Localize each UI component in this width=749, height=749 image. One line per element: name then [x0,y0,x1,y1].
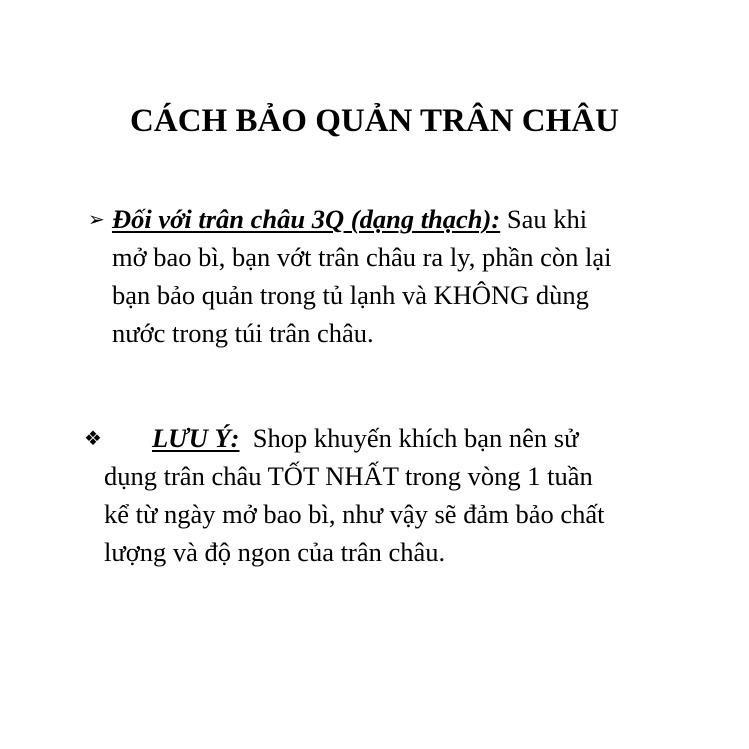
note-text-line: bạn bảo quản trong tủ lạnh và KHÔNG dùng [112,280,589,310]
caution-text-line: kể từ ngày mở bao bì, như vậy sẽ đảm bảo chất [104,499,605,529]
note-text-line: nước trong túi trân châu. [112,318,374,348]
page-title: CÁCH BẢO QUẢN TRÂN CHÂU [130,103,619,139]
arrow-bullet-icon: ➢ [88,207,105,231]
caution-text-line: dụng trân châu TỐT NHẤT trong vòng 1 tuần [104,461,593,491]
caution-text-line: lượng và độ ngon của trân châu. [104,537,446,567]
note-text-line: mở bao bì, bạn vớt trân châu ra ly, phần còn lại [112,242,612,272]
caution-first-line [84,419,684,457]
diamond-bullet-icon: ❖ [84,426,102,450]
caution-text-line: Shop khuyến khích bạn nên sử [239,423,579,453]
storage-note-3q [88,200,688,352]
note-text-line: Sau khi [500,204,588,234]
note-first-line [88,200,688,238]
note-label: Đối với trân châu 3Q (dạng thạch): [112,204,501,234]
caution-label: LƯU Ý: [152,423,240,453]
caution-note [84,419,684,571]
